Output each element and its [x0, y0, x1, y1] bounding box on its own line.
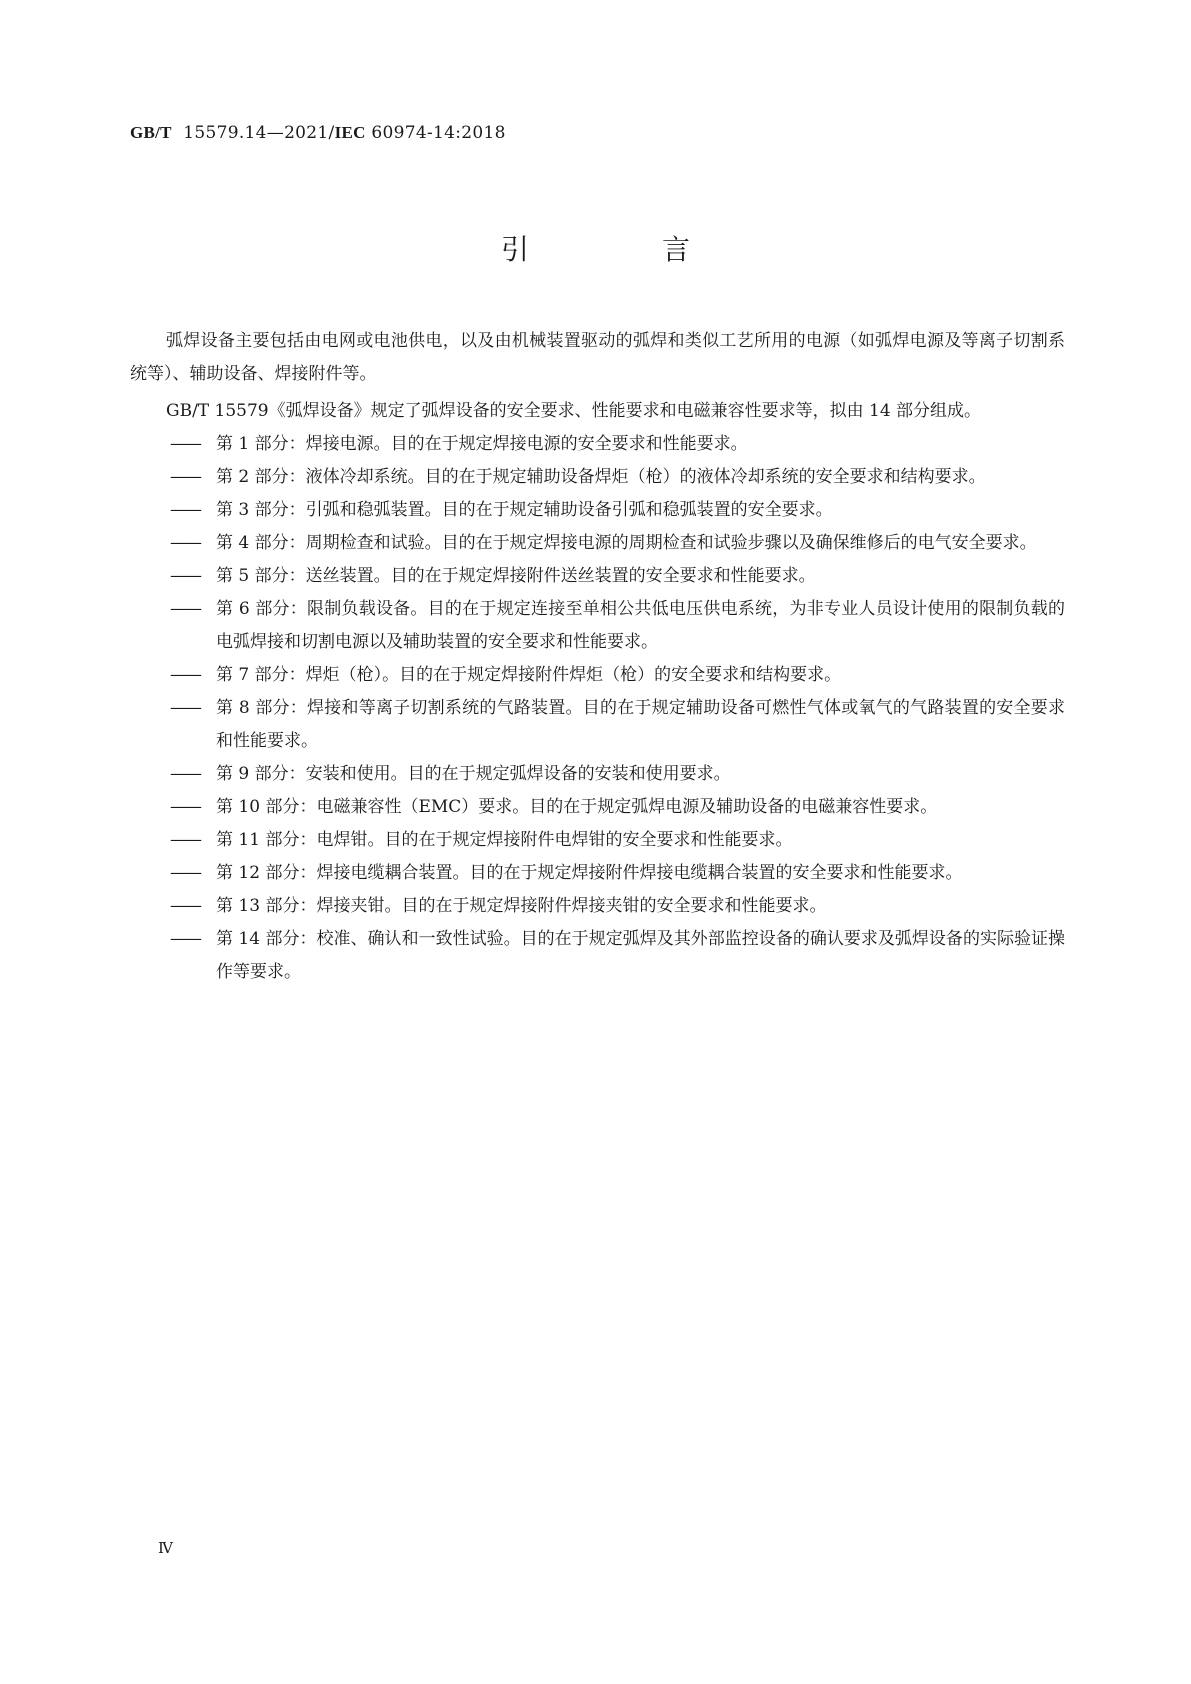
- list-dash: ——: [170, 500, 200, 520]
- standard-prefix: GB/T: [130, 123, 172, 142]
- list-item: [170, 494, 1065, 527]
- list-item-text: 第 10 部分：电磁兼容性（EMC）要求。目的在于规定弧焊电源及辅助设备的电磁兼容性要求。: [216, 797, 938, 817]
- list-item-text: 第 12 部分：焊接电缆耦合装置。目的在于规定焊接附件焊接电缆耦合装置的安全要求和性能要求。: [216, 863, 963, 883]
- list-item: [170, 560, 1065, 593]
- document-header: [130, 123, 506, 143]
- list-item-text: 第 8 部分：焊接和等离子切割系统的气路装置。目的在于规定辅助设备可燃性气体或氧气的气路装置的安全要求和性能要求。: [216, 698, 1065, 751]
- list-dash: ——: [170, 863, 200, 883]
- list-item: [170, 824, 1065, 857]
- list-item-text: 第 5 部分：送丝装置。目的在于规定焊接附件送丝装置的安全要求和性能要求。: [216, 566, 816, 586]
- list-dash: ——: [170, 830, 200, 850]
- document-body: [130, 325, 1065, 989]
- standard-number: 15579.14—2021/: [183, 123, 335, 143]
- list-dash: ——: [170, 698, 200, 718]
- list-item-text: 第 2 部分：液体冷却系统。目的在于规定辅助设备焊炬（枪）的液体冷却系统的安全要求和结构要求。: [216, 467, 986, 487]
- list-item: [170, 923, 1065, 989]
- list-dash: ——: [170, 467, 200, 487]
- list-dash: ——: [170, 797, 200, 817]
- list-dash: ——: [170, 533, 200, 553]
- list-dash: ——: [170, 599, 200, 619]
- list-item-text: 第 9 部分：安装和使用。目的在于规定弧焊设备的安装和使用要求。: [216, 764, 731, 784]
- list-item-text: 第 4 部分：周期检查和试验。目的在于规定焊接电源的周期检查和试验步骤以及确保维修后的电气安全要求。: [216, 533, 1037, 553]
- list-item-text: 第 6 部分：限制负载设备。目的在于规定连接至单相公共低电压供电系统，为非专业人员设计使用的限制负载的电弧焊接和切割电源以及辅助装置的安全要求和性能要求。: [216, 599, 1065, 652]
- list-item-text: 第 13 部分：焊接夹钳。目的在于规定焊接附件焊接夹钳的安全要求和性能要求。: [216, 896, 827, 916]
- parts-list: [130, 428, 1065, 989]
- list-item-text: 第 11 部分：电焊钳。目的在于规定焊接附件电焊钳的安全要求和性能要求。: [216, 830, 793, 850]
- list-item: [170, 428, 1065, 461]
- list-dash: ——: [170, 434, 200, 454]
- list-item: [170, 758, 1065, 791]
- list-item: [170, 659, 1065, 692]
- list-item-text: 第 1 部分：焊接电源。目的在于规定焊接电源的安全要求和性能要求。: [216, 434, 748, 454]
- list-item-text: 第 3 部分：引弧和稳弧装置。目的在于规定辅助设备引弧和稳弧装置的安全要求。: [216, 500, 833, 520]
- list-dash: ——: [170, 566, 200, 586]
- list-item: [170, 791, 1065, 824]
- list-item: [170, 692, 1065, 758]
- list-dash: ——: [170, 764, 200, 784]
- iec-number: 60974-14:2018: [365, 123, 506, 143]
- intro-paragraph-2: GB/T 15579《弧焊设备》规定了弧焊设备的安全要求、性能要求和电磁兼容性要求等，拟由 14 部分组成。: [166, 401, 982, 421]
- list-dash: ——: [170, 929, 200, 949]
- list-dash: ——: [170, 665, 200, 685]
- list-item-text: 第 14 部分：校准、确认和一致性试验。目的在于规定弧焊及其外部监控设备的确认要求及弧焊设备的实际验证操作等要求。: [216, 929, 1065, 982]
- list-item: [170, 527, 1065, 560]
- list-item: [170, 461, 1065, 494]
- list-item-text: 第 7 部分：焊炬（枪）。目的在于规定焊接附件焊炬（枪）的安全要求和结构要求。: [216, 665, 842, 685]
- page-title: 引 言: [501, 233, 752, 266]
- list-item: [170, 593, 1065, 659]
- list-dash: ——: [170, 896, 200, 916]
- iec-reference: IEC: [334, 123, 366, 142]
- page-number: Ⅳ: [158, 1539, 173, 1557]
- list-item: [170, 857, 1065, 890]
- list-item: [170, 890, 1065, 923]
- intro-paragraph-1: 弧焊设备主要包括由电网或电池供电，以及由机械装置驱动的弧焊和类似工艺所用的电源（如弧焊电源及等离子切割系统等）、辅助设备、焊接附件等。: [130, 331, 1065, 384]
